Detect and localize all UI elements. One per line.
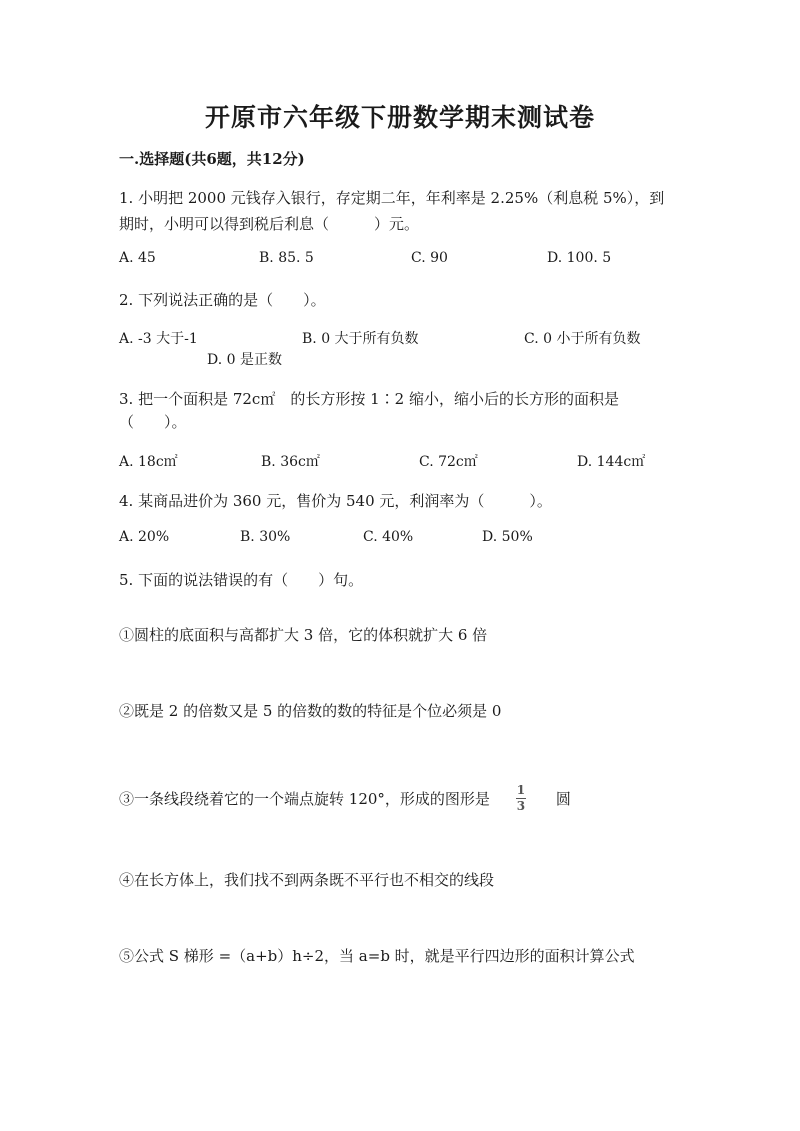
question-3-text-line2: （ ）。 <box>119 413 187 431</box>
page-title: 开原市六年级下册数学期末测试卷 <box>204 103 595 132</box>
question-2-option-d: D. 0 是正数 <box>207 352 282 368</box>
question-3-option-b: B. 36c㎡ <box>261 454 320 470</box>
question-4-option-b: B. 30% <box>240 529 291 545</box>
statement-5: ⑤公式 S 梯形 =（a+b）h÷2，当 a=b 时，就是平行四边形的面积计算公式 <box>119 947 635 965</box>
fraction-one-third <box>516 784 526 813</box>
question-4-option-d: D. 50% <box>482 529 533 545</box>
question-1-option-a: A. 45 <box>119 250 156 266</box>
question-1-text-line2: 期时，小明可以得到税后利息（ ）元。 <box>119 215 420 233</box>
question-1-option-c: C. 90 <box>411 250 448 266</box>
question-2-text: 2. 下列说法正确的是（ ）。 <box>119 291 326 309</box>
question-1-text-line1: 1. 小明把 2000 元钱存入银行，存定期二年，年利率是 2.25%（利息税 5%），到 <box>119 189 665 207</box>
question-4-option-a: A. 20% <box>119 529 170 545</box>
fraction-numerator: 1 <box>516 783 526 797</box>
statement-1: ①圆柱的底面积与高都扩大 3 倍，它的体积就扩大 6 倍 <box>119 626 488 644</box>
statement-3-text: ③一条线段绕着它的一个端点旋转 120°，形成的图形是 <box>119 790 490 809</box>
statement-4: ④在长方体上，我们找不到两条既不平行也不相交的线段 <box>119 871 495 889</box>
question-3-text-line1: 3. 把一个面积是 72c㎡ 的长方形按 1∶2 缩小，缩小后的长方形的面积是 <box>119 390 619 408</box>
question-1-option-b: B. 85. 5 <box>259 250 314 266</box>
statement-2: ②既是 2 的倍数又是 5 的倍数的数的特征是个位必须是 0 <box>119 702 502 720</box>
question-1-option-d: D. 100. 5 <box>547 250 612 266</box>
question-3-option-a: A. 18c㎡ <box>119 454 178 470</box>
fraction-denominator: 3 <box>516 799 526 814</box>
question-5-text: 5. 下面的说法错误的有（ ）句。 <box>119 571 364 589</box>
question-3-option-d: D. 144c㎡ <box>577 454 646 470</box>
section-heading: 一.选择题(共6题，共12分) <box>119 150 305 168</box>
question-4-text: 4. 某商品进价为 360 元，售价为 540 元，利润率为（ ）。 <box>119 492 552 510</box>
statement-3 <box>119 784 571 813</box>
question-2-option-c: C. 0 小于所有负数 <box>524 331 641 347</box>
question-4-option-c: C. 40% <box>363 529 414 545</box>
question-2-option-a: A. -3 大于-1 <box>119 331 198 347</box>
question-3-option-c: C. 72c㎡ <box>419 454 478 470</box>
statement-3-suffix: 圆 <box>555 790 571 809</box>
question-2-option-b: B. 0 大于所有负数 <box>302 331 419 347</box>
